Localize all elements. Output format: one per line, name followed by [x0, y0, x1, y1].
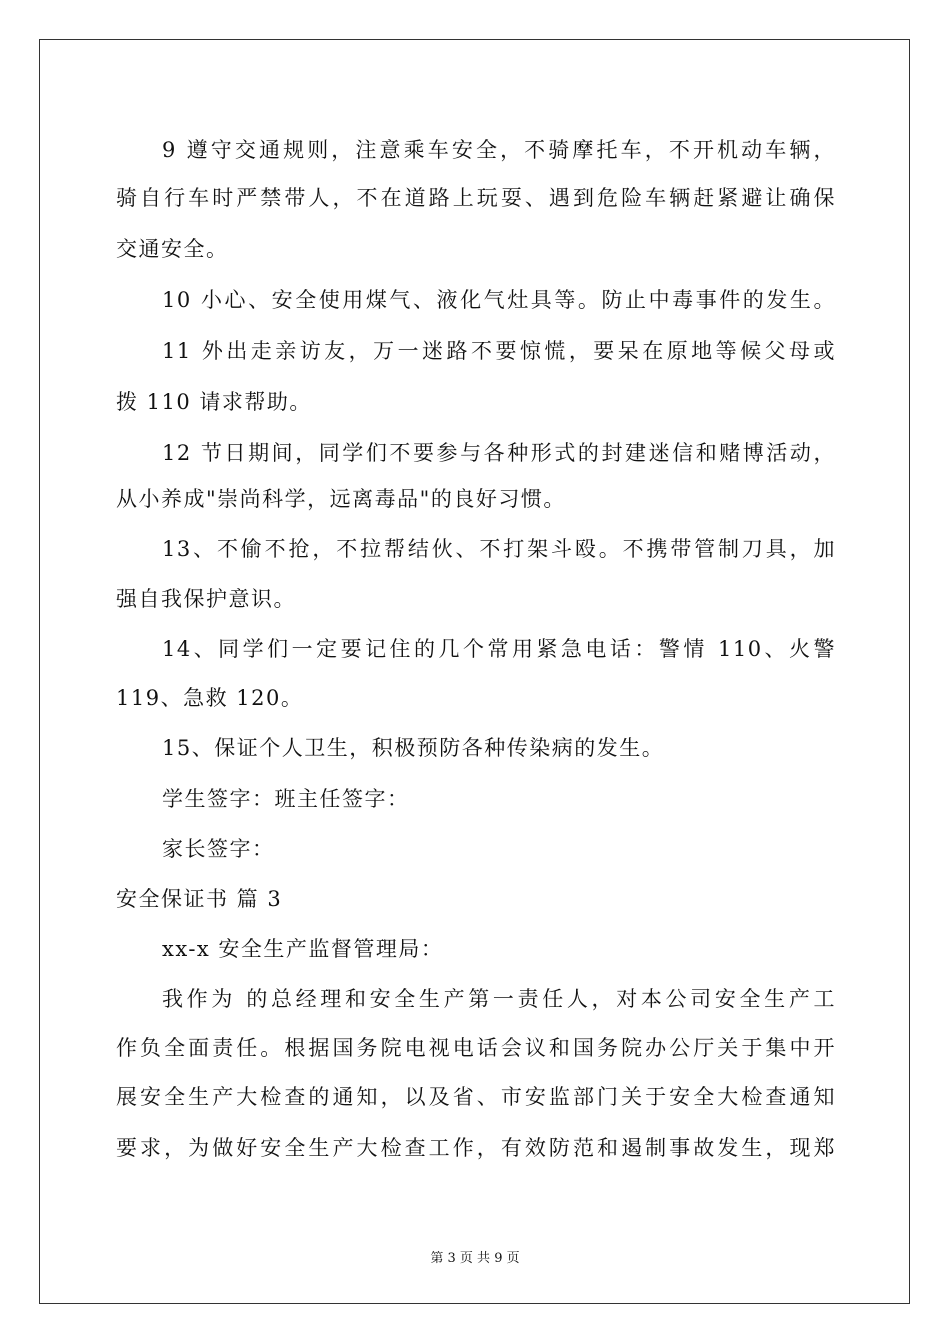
text-line: 我作为 的总经理和安全生产第一责任人，对本公司安全生产工: [162, 987, 836, 1011]
addressee-line: xx-x 安全生产监督管理局：: [162, 937, 444, 961]
text-line: 要求，为做好安全生产大检查工作，有效防范和遏制事故发生，现郑: [116, 1136, 836, 1160]
text-line: 交通安全。: [116, 237, 229, 261]
text-line: 强自我保护意识。: [116, 587, 296, 611]
text-line: 9 遵守交通规则，注意乘车安全，不骑摩托车，不开机动车辆，: [162, 138, 836, 162]
text-line: 15、保证个人卫生，积极预防各种传染病的发生。: [162, 736, 665, 760]
text-line: 作负全面责任。根据国务院电视电话会议和国务院办公厅关于集中开: [116, 1036, 836, 1060]
text-line: 从小养成"崇尚科学，远离毒品"的良好习惯。: [116, 487, 566, 511]
page-frame: [39, 39, 910, 1304]
section-heading: 安全保证书 篇 3: [116, 887, 283, 911]
text-line: 14、同学们一定要记住的几个常用紧急电话：警情 110、火警: [162, 637, 836, 661]
signature-line-student: 学生签字：班主任签字：: [162, 787, 410, 811]
text-line: 拨 110 请求帮助。: [116, 390, 312, 414]
text-line: 展安全生产大检查的通知，以及省、市安监部门关于安全大检查通知: [116, 1085, 836, 1109]
page-number-footer: 第 3 页 共 9 页: [430, 1251, 520, 1266]
text-line: 11 外出走亲访友，万一迷路不要惊慌，要呆在原地等候父母或: [162, 339, 836, 363]
text-line: 12 节日期间，同学们不要参与各种形式的封建迷信和赌博活动，: [162, 441, 836, 465]
text-line: 骑自行车时严禁带人，不在道路上玩耍、遇到危险车辆赶紧避让确保: [116, 186, 836, 210]
text-line: 13、不偷不抢，不拉帮结伙、不打架斗殴。不携带管制刀具，加: [162, 537, 836, 561]
signature-line-parent: 家长签字：: [162, 837, 275, 861]
text-line: 10 小心、安全使用煤气、液化气灶具等。防止中毒事件的发生。: [162, 288, 836, 312]
text-line: 119、急救 120。: [116, 686, 304, 710]
